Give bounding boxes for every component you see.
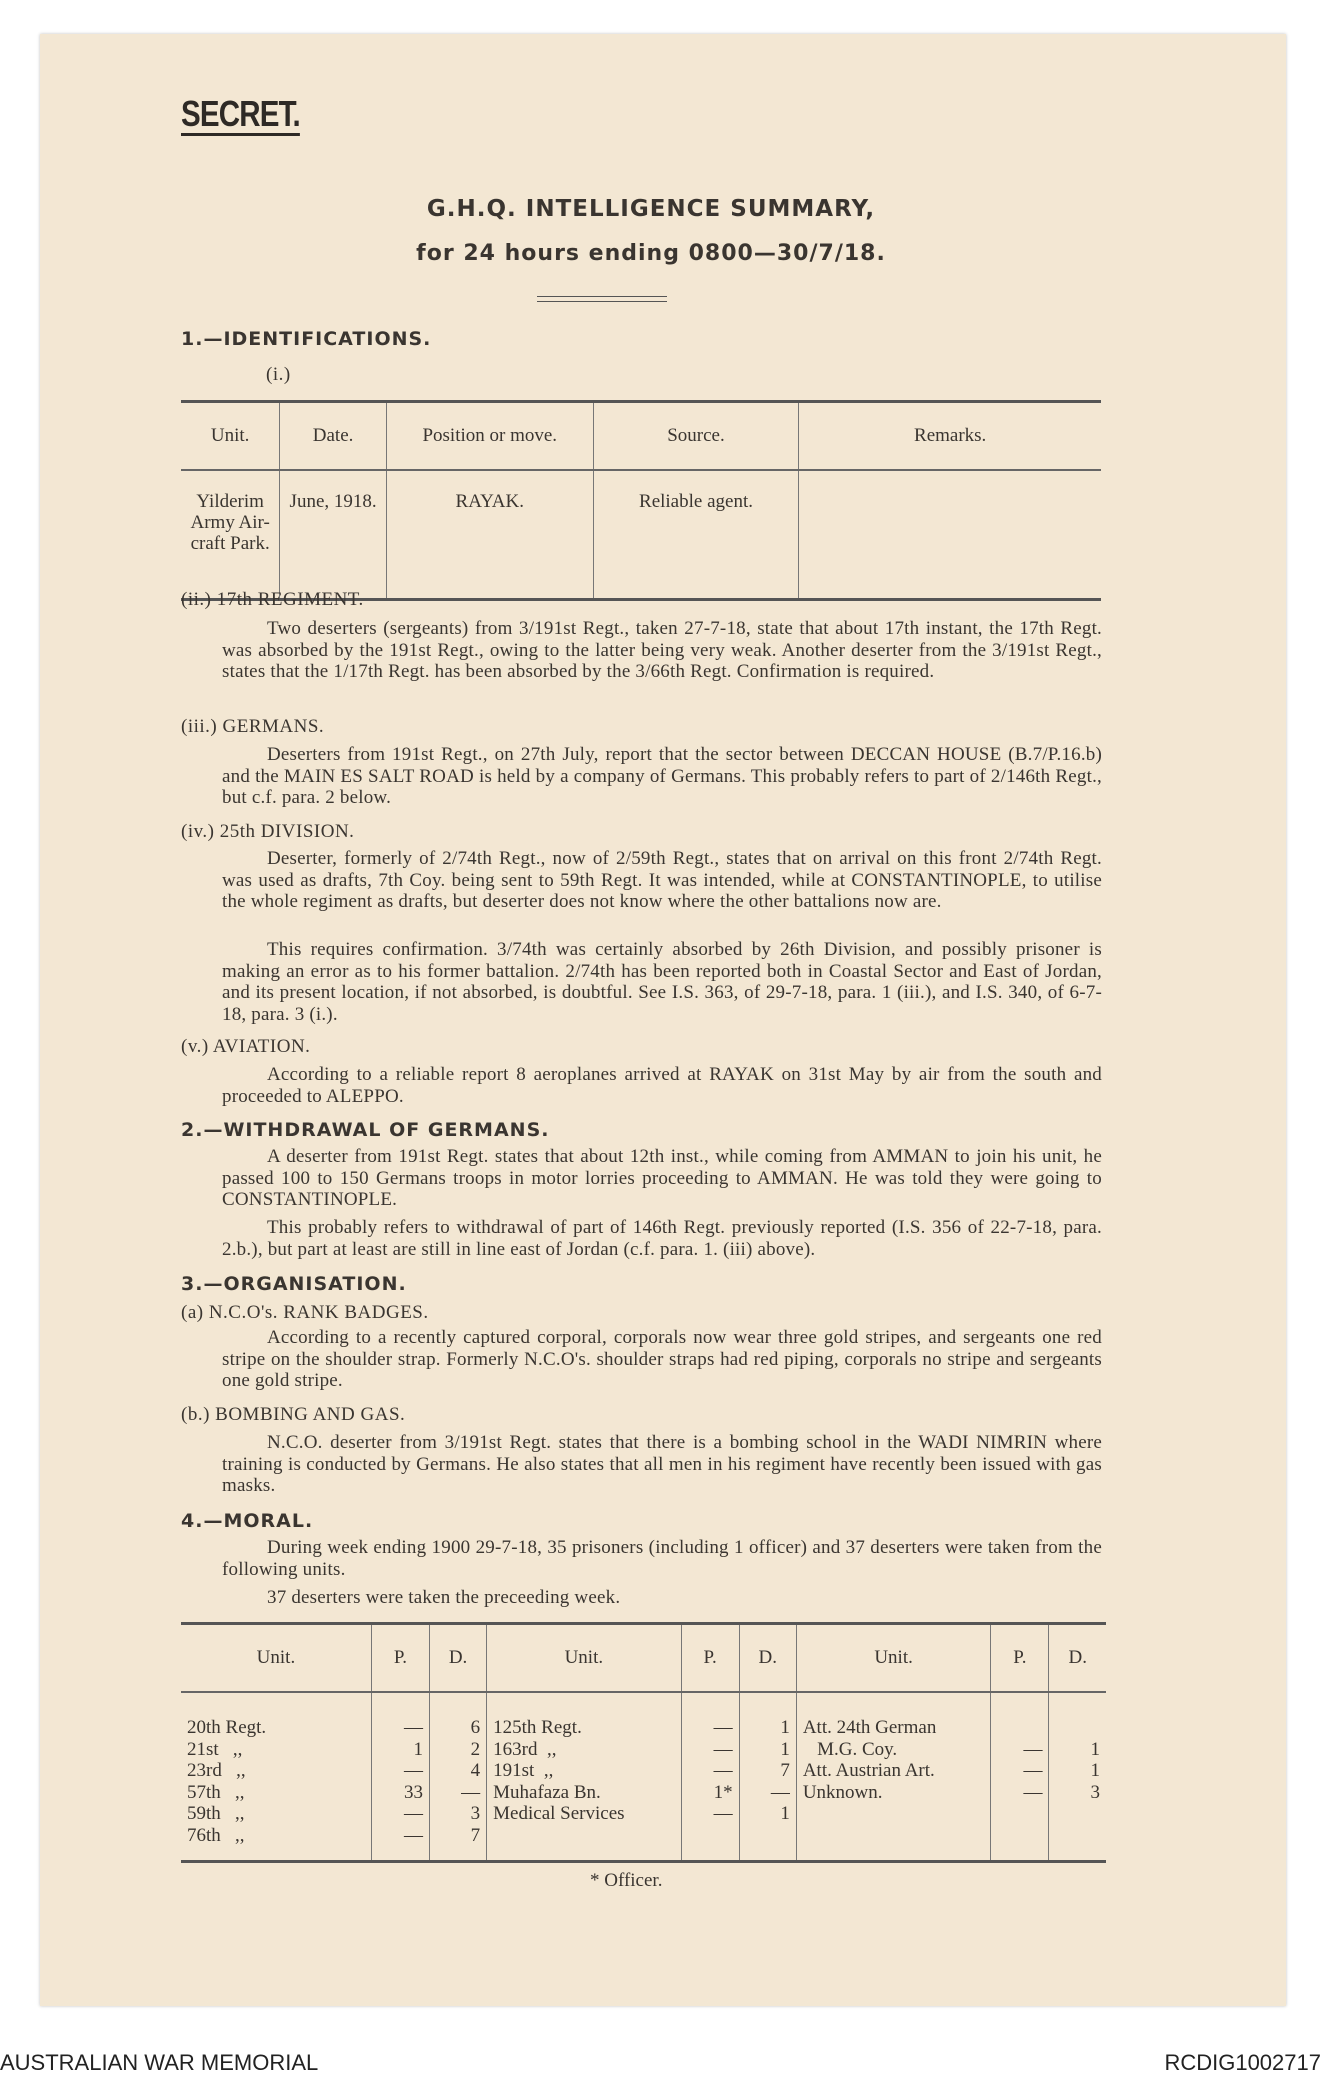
table-cell: 191st ,, bbox=[487, 1760, 681, 1782]
table-row bbox=[181, 1803, 1106, 1825]
table-cell: — bbox=[429, 1782, 486, 1804]
table-cell: 1 bbox=[739, 1803, 796, 1825]
spacer-cell bbox=[181, 1846, 371, 1862]
subsection-b-label: (b.) BOMBING AND GAS. bbox=[181, 1404, 406, 1425]
table-cell: 1 bbox=[1090, 1738, 1100, 1760]
section-4-heading: 4.—MORAL. bbox=[181, 1510, 314, 1532]
table-cell: Reliable agent. bbox=[593, 470, 799, 600]
section-2-text: A deserter from 191st Regt. states that about 12th inst., while coming from AMMAN to join his unit, he passed 100 to 150 Germans troops in motor lorries proceeding to AMMAN. He was told they were going to CONSTANTINOPLE. bbox=[222, 1146, 1102, 1210]
subsection-iv-text-2: This requires confirmation. 3/74th was certainly absorbed by 26th Division, and possibly prisoner is making an error as to his former battalion. 2/74th has been reported both in Coastal Sector and East of Jordan, and its present location, if not absorbed, is doubtful. See I.S. 363, of 29-7-18, para. 1 (iii.), and I.S. 340, of 6-7-18, para. 3 (i.). bbox=[222, 939, 1102, 1025]
spacer-cell bbox=[1049, 1692, 1106, 1717]
table-cell: — bbox=[681, 1760, 739, 1782]
table-cell: — bbox=[739, 1782, 796, 1804]
table-cell: — bbox=[371, 1760, 429, 1782]
table-cell: 57th ,, bbox=[181, 1782, 371, 1804]
table-cell: M.G. Coy. bbox=[796, 1739, 991, 1761]
column-header: P. bbox=[371, 1624, 429, 1693]
subsection-a-label: (a) N.C.O's. RANK BADGES. bbox=[181, 1302, 429, 1323]
spacer-cell bbox=[991, 1692, 1049, 1717]
spacer-cell bbox=[681, 1846, 739, 1862]
table-cell: — bbox=[681, 1803, 739, 1825]
column-header: D. bbox=[429, 1624, 486, 1693]
table-cell bbox=[1049, 1803, 1106, 1825]
prisoners-table bbox=[181, 1622, 1106, 1863]
document-title: G.H.Q. INTELLIGENCE SUMMARY, bbox=[426, 196, 876, 222]
table-cell: Unknown. bbox=[796, 1782, 991, 1804]
table-cell: 20th Regt. bbox=[181, 1717, 371, 1739]
spacer-cell bbox=[371, 1692, 429, 1717]
subsection-iii-label: (iii.) GERMANS. bbox=[181, 716, 325, 737]
footer-id: RCDIG1002717 bbox=[1164, 2050, 1321, 2075]
table-cell: Att. Austrian Art. bbox=[796, 1760, 991, 1782]
title-divider bbox=[537, 296, 667, 302]
table-cell: Muhafaza Bn. bbox=[487, 1782, 681, 1804]
spacer-row bbox=[181, 1692, 1106, 1717]
column-header: Source. bbox=[593, 402, 799, 471]
spacer-cell bbox=[429, 1692, 486, 1717]
table-cell: 3 bbox=[429, 1803, 486, 1825]
table-cell: 1 bbox=[739, 1717, 796, 1739]
subsection-i-label: (i.) bbox=[266, 364, 291, 385]
section-3-heading: 3.—ORGANISATION. bbox=[181, 1273, 407, 1295]
column-header: Unit. bbox=[796, 1624, 991, 1693]
column-header: Remarks. bbox=[799, 402, 1101, 471]
table-footnote: * Officer. bbox=[590, 1870, 663, 1891]
subsection-iv-text: Deserter, formerly of 2/74th Regt., now of 2/59th Regt., states that on arrival on this front 2/74th Regt. was used as drafts, 7th Coy. being sent to 59th Regt. It was intended, while at CONSTANTINOPLE, to utilise the whole regiment as drafts, but deserter does not know where the other battalions now are. bbox=[222, 848, 1102, 912]
table-cell: 1* bbox=[681, 1782, 739, 1804]
table-cell: 3 bbox=[1090, 1781, 1100, 1803]
spacer-cell bbox=[739, 1846, 796, 1862]
table-cell bbox=[681, 1825, 739, 1847]
table-cell: 21st ,, bbox=[181, 1739, 371, 1761]
spacer-row bbox=[181, 1846, 1106, 1862]
table-cell: 7 bbox=[429, 1825, 486, 1847]
secret-stamp: SECRET. bbox=[181, 93, 300, 134]
spacer-cell bbox=[991, 1846, 1049, 1862]
table-cell bbox=[991, 1717, 1049, 1739]
section-1-heading: 1.—IDENTIFICATIONS. bbox=[181, 328, 432, 350]
table-cell bbox=[487, 1825, 681, 1847]
column-header: Unit. bbox=[181, 1624, 371, 1693]
table-cell bbox=[796, 1803, 991, 1825]
table-cell: 163rd ,, bbox=[487, 1739, 681, 1761]
spacer-cell bbox=[796, 1846, 991, 1862]
identifications-table bbox=[181, 400, 1101, 601]
table-cell: 7 bbox=[739, 1760, 796, 1782]
spacer-cell bbox=[429, 1846, 486, 1862]
table-cell: — bbox=[371, 1717, 429, 1739]
spacer-cell bbox=[371, 1846, 429, 1862]
subsection-iv-label: (iv.) 25th DIVISION. bbox=[181, 821, 355, 842]
table-cell bbox=[1049, 1825, 1106, 1847]
table-row bbox=[181, 1825, 1106, 1847]
column-header: Date. bbox=[280, 402, 387, 471]
document-subtitle: for 24 hours ending 0800—30/7/18. bbox=[416, 241, 886, 266]
spacer-cell bbox=[487, 1692, 681, 1717]
table-cell: RAYAK. bbox=[386, 470, 593, 600]
table-cell: — bbox=[681, 1717, 739, 1739]
subsection-a-text: According to a recently captured corporal, corporals now wear three gold stripes, and sergeants one red stripe on the shoulder strap. Formerly N.C.O's. shoulder straps had red piping, corporals no stripe and sergeants one gold stripe. bbox=[222, 1327, 1102, 1391]
table-cell: 125th Regt. bbox=[487, 1717, 681, 1739]
table-cell: 1 bbox=[739, 1739, 796, 1761]
table-cell bbox=[739, 1825, 796, 1847]
table-cell bbox=[796, 1825, 991, 1847]
table-cell bbox=[799, 470, 1101, 600]
table-cell: — bbox=[371, 1803, 429, 1825]
table-cell bbox=[1049, 1717, 1106, 1739]
table-cell: Yilderim Army Air-craft Park. bbox=[181, 470, 280, 600]
table-cell: Att. 24th German bbox=[796, 1717, 991, 1739]
table-cell: 33 bbox=[371, 1782, 429, 1804]
spacer-cell bbox=[487, 1846, 681, 1862]
table-cell: June, 1918. bbox=[280, 470, 387, 600]
section-2-heading: 2.—WITHDRAWAL OF GERMANS. bbox=[181, 1119, 550, 1141]
table-row bbox=[181, 1760, 1106, 1782]
table-cell bbox=[991, 1803, 1049, 1825]
footer-credit: AUSTRALIAN WAR MEMORIAL bbox=[0, 2050, 319, 2075]
subsection-ii-text: Two deserters (sergeants) from 3/191st Regt., taken 27-7-18, state that about 17th instant, the 17th Regt. was absorbed by the 191st Regt., owing to the latter being very weak. Another deserter from the 3/191st Regt., states that the 1/17th Regt. has been absorbed by the 3/66th Regt. Confirmation is required. bbox=[222, 618, 1102, 682]
spacer-cell bbox=[739, 1692, 796, 1717]
subsection-iii-text: Deserters from 191st Regt., on 27th July, report that the sector between DECCAN HOUSE (B.7/P.16.b) and the MAIN ES SALT ROAD is held by a company of Germans. This probably refers to part of 2/146th Regt., but c.f. para. 2 below. bbox=[222, 744, 1102, 808]
table-cell: 23rd ,, bbox=[181, 1760, 371, 1782]
column-header: P. bbox=[991, 1624, 1049, 1693]
table-cell: — bbox=[991, 1760, 1049, 1782]
table-cell: 6 bbox=[429, 1717, 486, 1739]
column-header: Unit. bbox=[181, 402, 280, 471]
table-cell bbox=[991, 1825, 1049, 1847]
spacer-cell bbox=[1049, 1846, 1106, 1862]
subsection-v-text: According to a reliable report 8 aeroplanes arrived at RAYAK on 31st May by air from the south and proceeded to ALEPPO. bbox=[222, 1064, 1102, 1107]
section-4-text-2: 37 deserters were taken the preceeding week. bbox=[267, 1587, 621, 1608]
table-row bbox=[181, 1717, 1106, 1739]
spacer-cell bbox=[181, 1692, 371, 1717]
table-cell: — bbox=[991, 1739, 1049, 1761]
table-row bbox=[181, 1782, 1106, 1804]
section-4-text: During week ending 1900 29-7-18, 35 prisoners (including 1 officer) and 37 deserters were taken from the following units. bbox=[222, 1537, 1102, 1580]
table-row bbox=[181, 470, 1101, 600]
table-cell: 1 bbox=[1090, 1760, 1100, 1781]
column-header: D. bbox=[1049, 1624, 1106, 1693]
spacer-cell bbox=[796, 1692, 991, 1717]
column-header: Unit. bbox=[487, 1624, 681, 1693]
section-2-text-2: This probably refers to withdrawal of part of 146th Regt. previously reported (I.S. 356 of 22-7-18, para. 2.b.), but part at least are still in line east of Jordan (c.f. para. 1. (iii) above). bbox=[222, 1217, 1102, 1260]
table-cell: Medical Services bbox=[487, 1803, 681, 1825]
table-cell: 2 bbox=[429, 1739, 486, 1761]
column-header: D. bbox=[739, 1624, 796, 1693]
column-header: P. bbox=[681, 1624, 739, 1693]
spacer-cell bbox=[681, 1692, 739, 1717]
table-cell: — bbox=[371, 1825, 429, 1847]
table-cell: 59th ,, bbox=[181, 1803, 371, 1825]
table-cell: — bbox=[681, 1739, 739, 1761]
table-cell: 76th ,, bbox=[181, 1825, 371, 1847]
table-cell: — bbox=[991, 1782, 1049, 1804]
table-row bbox=[181, 1739, 1106, 1761]
column-header: Position or move. bbox=[386, 402, 593, 471]
subsection-v-label: (v.) AVIATION. bbox=[181, 1036, 311, 1057]
subsection-b-text: N.C.O. deserter from 3/191st Regt. states that there is a bombing school in the WADI NIMRIN where training is conducted by Germans. He also states that all men in his regiment have recently been issued with gas masks. bbox=[222, 1432, 1102, 1496]
table-cell: 4 bbox=[429, 1760, 486, 1782]
table-cell: 1 bbox=[371, 1739, 429, 1761]
subsection-ii-label: (ii.) 17th REGIMENT. bbox=[181, 589, 364, 610]
